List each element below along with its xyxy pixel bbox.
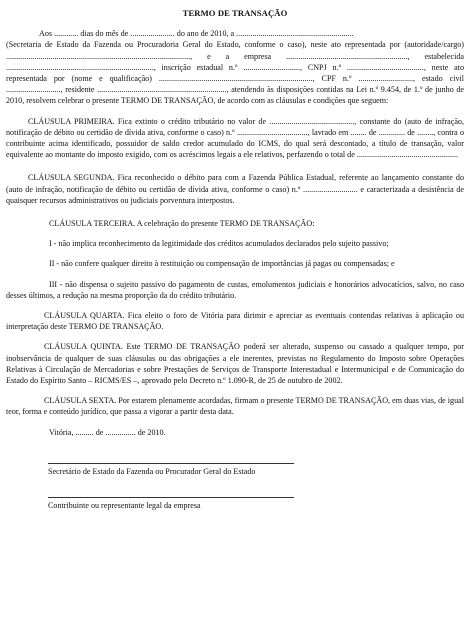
clausula-quinta: CLÁUSULA QUINTA. Este TERMO DE TRANSAÇÃO poderá ser alterado, suspenso ou cassado a qualquer tempo, por inobservância de qualquer de suas cláusulas ou das obrigações a ele inerentes, previstas no Regulamento do Imposto sobre Operações Relativas à Circulação de Mercadorias e sobre Prestações de Serviços de Transporte Interestadual e Intermunicipal e de Comunicação do Estado do Espírito Santo – RICMS/ES –, aprovado pelo Decreto n.º 1.090-R, de 25 de outubro de 2002.	[6, 342, 464, 386]
signature-label-contribuinte: Contribuinte ou representante legal da empresa	[48, 501, 201, 511]
preamble-line-1: Aos ............ dias do mês de ...................... do ano de 2010, a ..........................................................	[39, 29, 354, 39]
clausula-terceira-item-ii: II - não confere qualquer direito à restituição ou compensação de importâncias já pagas ou compensadas; e	[49, 259, 395, 269]
clausula-terceira-item-iii: III - não dispensa o sujeito passivo do pagamento de custas, emolumentos judiciais e honorários advocatícios, salvo, no caso desses últimos, a redução na mesma proporção da do crédito tributário.	[6, 279, 464, 300]
signature-line-contribuinte	[48, 497, 294, 498]
document-title: TERMO DE TRANSAÇÃO	[182, 8, 288, 18]
local-e-data: Vitória, ......... de ............... de 2010.	[49, 427, 166, 437]
signature-label-secretario: Secretário de Estado da Fazenda ou Procurador Geral do Estado	[48, 466, 256, 476]
signature-line-secretario	[48, 463, 294, 464]
clausula-sexta: CLÁUSULA SEXTA. Por estarem plenamente acordadas, firmam o presente TERMO DE TRANSAÇÃO, em duas vias, de igual teor, forma e conteúdo jurídico, que passa a vigorar a partir desta data.	[6, 396, 464, 417]
clausula-segunda: CLÁUSULA SEGUNDA. Fica reconhecido o débito para com a Fazenda Pública Estadual, referente ao lançamento constante do (auto de infração, notificação de débito ou certidão de dívida ativa, conforme o caso) n.º ........................... e caracterizada a desistência de quaisquer recursos administrativos ou judiciais porventura interpostos.	[6, 173, 464, 205]
clausula-primeira: CLÁUSULA PRIMEIRA. Fica extinto o crédito tributário no valor de .........................................., constante do (auto de infração, notificação de débito ou certidão de dívida ativa, conforme o caso) n.º ..................................., lavrado em ........ de ............. de ........, contra o contribuinte acima identificado, possuidor de saldo credor acumulado do ICMS, do qual será descontado, a título de transação, valor equivalente ao montante do imposto exigido, com os acréscimos legais a ele relativos, perfazendo o total de ..................................................	[6, 116, 464, 160]
clausula-terceira: CLÁUSULA TERCEIRA. A celebração do presente TERMO DE TRANSAÇÃO:	[49, 219, 315, 229]
clausula-quarta: CLÁUSULA QUARTA. Fica eleito o foro de Vitória para dirimir e apreciar as eventuais contendas relativas à aplicação ou interpretação deste TERMO DE TRANSAÇÃO.	[6, 311, 464, 332]
clausula-terceira-item-i: I - não implica reconhecimento da legitimidade dos créditos acumulados declarados pelo sujeito passivo;	[49, 239, 389, 249]
preamble-body: (Secretaria de Estado da Fazenda ou Procuradoria Geral do Estado, conforme o caso), neste ato representada por (autoridade/cargo) ..........................................................................................., e a empresa ............................................................, estabelecida ........................................................................., inscrição estadual n.º ............................, CNPJ n.º ......................................, neste ato representada por (nome e qualificação) ............................................................................, CPF n.º ..........................., estado civil ..........................., residente ................................................................, atendendo às disposições contidas na Lei n.º 9.454, de 1.º de junho de 2010, resolvem celebrar o presente TERMO DE TRANSAÇÃO, de acordo com as cláusulas e condições que seguem:	[6, 40, 464, 106]
